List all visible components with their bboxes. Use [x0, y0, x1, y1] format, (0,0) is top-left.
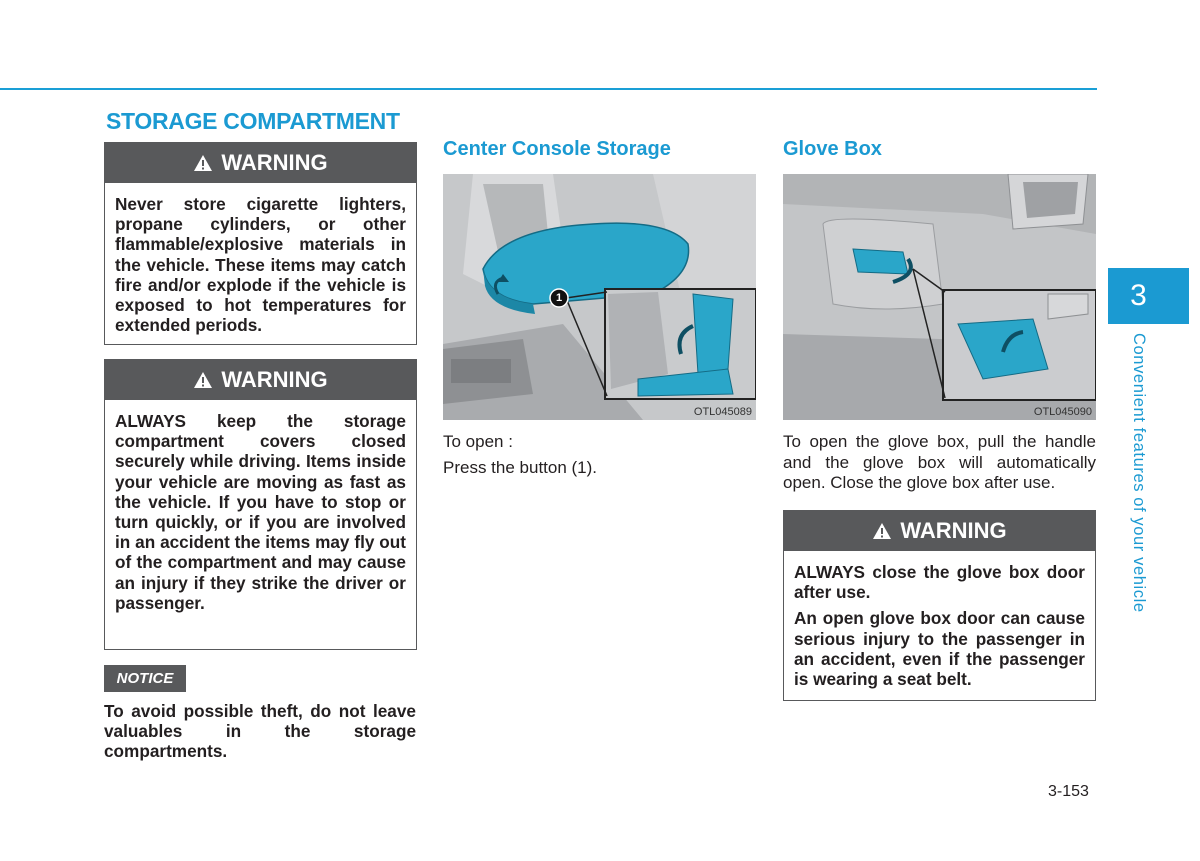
warning-triangle-icon	[193, 154, 213, 172]
center-console-heading: Center Console Storage	[443, 138, 671, 160]
warning-text: ALWAYS keep the storage compartment covers closed securely while driving. Items inside your vehicle are moving as fast as the vehicle. If you have to stop or turn quickly, or if you are involved in an accident the items may fly out of the compartment and may cause an injury if they strike the driver or passenger.	[115, 411, 406, 613]
section-title: STORAGE COMPARTMENT	[106, 108, 400, 134]
warning-text: ALWAYS close the glove box door after use.	[794, 562, 1085, 603]
notice-badge: NOTICE	[104, 665, 186, 692]
warning-title: WARNING	[221, 367, 328, 392]
page-number: 3-153	[1048, 783, 1089, 800]
warning-text: Never store cigarette lighters, propane cylinders, or other flammable/explosive materials in the vehicle. These items may catch fire and/or explode if the vehicle is exposed to hot temperatures for extended periods.	[115, 194, 406, 336]
warning-text: An open glove box door can cause serious injury to the passenger in an accident, even if the passenger is wearing a seat belt.	[794, 608, 1085, 690]
warning-box-glove-box	[783, 510, 1096, 701]
warning-body	[105, 183, 416, 349]
warning-triangle-icon	[193, 371, 213, 389]
glove-box-illustration	[783, 174, 1096, 420]
top-rule	[0, 88, 1097, 90]
warning-title: WARNING	[900, 518, 1007, 543]
figure-code: OTL045089	[693, 406, 752, 418]
warning-header	[105, 143, 416, 183]
warning-box-covers	[104, 359, 417, 650]
warning-header	[784, 511, 1095, 551]
instruction-line: Press the button (1).	[443, 457, 598, 477]
glove-box-text: To open the glove box, pull the handle and the glove box will automatically open. Close the glove box after use.	[783, 432, 1096, 492]
notice-text: To avoid possible theft, do not leave valuables in the storage compartments.	[104, 701, 416, 762]
center-console-illustration	[443, 174, 756, 420]
warning-title: WARNING	[221, 150, 328, 175]
callout-number: 1	[555, 292, 563, 304]
center-console-text	[443, 432, 756, 483]
figure-code: OTL045090	[1033, 406, 1092, 418]
glove-box-heading: Glove Box	[783, 138, 882, 160]
chapter-tab	[1108, 268, 1189, 324]
instruction-line: To open :	[443, 432, 513, 451]
warning-triangle-icon	[872, 522, 892, 540]
warning-body	[105, 400, 416, 627]
warning-box-lighters	[104, 142, 417, 345]
warning-body	[784, 551, 1095, 703]
chapter-number: 3	[1130, 279, 1147, 312]
chapter-title: Convenient features of your vehicle	[1130, 333, 1148, 613]
warning-header	[105, 360, 416, 400]
